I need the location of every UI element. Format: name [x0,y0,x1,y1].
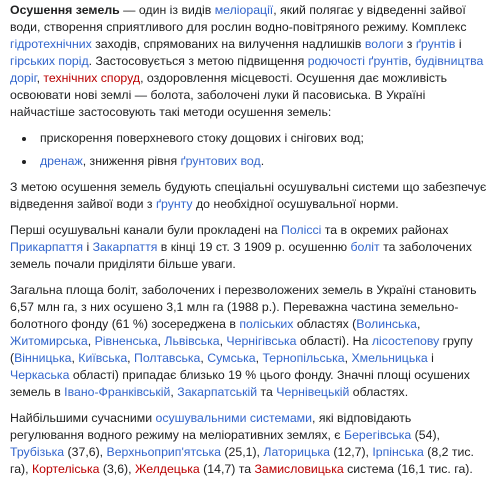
link-gruntu[interactable]: ґрунту [155,197,193,211]
link-gruntiv[interactable]: ґрунтів [415,37,456,51]
text: система (16,1 тис. га). [343,462,473,476]
text: , які відповідають регулювання водного режиму на меліоративних землях, є [10,411,412,442]
text: , [127,351,135,365]
methods-list [10,130,488,170]
text: (54), [411,428,440,442]
link-sumska[interactable]: Сумська [207,351,256,365]
text: областях. [349,385,409,399]
link-lvivska[interactable]: Львівська [164,334,220,348]
link-kyivska[interactable]: Київська [78,351,128,365]
text: прискорення поверхневого стоку дощових і снігових вод; [40,131,364,145]
term-title: Осушення земель [10,3,120,17]
link-lisostepovu[interactable]: лісостепову [371,334,440,348]
text: , [344,351,352,365]
redlink-zheldetska[interactable]: Желдецька [134,462,200,476]
text: , [71,351,79,365]
text: , [200,351,208,365]
link-zakarpattia[interactable]: Закарпаття [92,240,158,254]
text: , [170,385,178,399]
link-hirskykh-porid[interactable]: гірських порід [10,54,89,68]
link-budivnytstva-dorih[interactable]: будівництва доріг [10,54,484,85]
text: . Застосовується з метою підвищення [88,54,308,68]
link-ternopilska[interactable]: Тернопільська [262,351,345,365]
text: , [157,334,165,348]
link-volohy[interactable]: вологи [364,37,404,51]
link-polissi[interactable]: Поліссі [281,223,322,237]
text: області) припадає близько 19 % цього фонду. Значні площі осушених земель в [10,368,470,399]
text: (37,6), [64,445,107,459]
text: Найбільшими сучасними [10,411,156,425]
link-berehivska[interactable]: Берегівська [344,428,412,442]
link-latorytska[interactable]: Латорицька [263,445,330,459]
link-irpinska[interactable]: Ірпінська [372,445,424,459]
text: , зниження рівня [82,154,181,168]
redlink-zamyslovytska[interactable]: Замисловицька [254,462,344,476]
text: до необхідної осушувальної норми. [192,197,399,211]
text: Загальна площа боліт, заболочених і перезволожених земель в Україні становить 6,57 млн га, з них осушено 3,1 млн га (1988 р.). Переважна частина земельно-болотного фонду (61 %) зосереджена в [10,283,477,331]
link-bolit[interactable]: боліт [350,240,380,254]
text: з [403,37,416,51]
link-rivnenska[interactable]: Рівненська [94,334,158,348]
text: областях ( [293,317,357,331]
text: і [455,37,462,51]
text: , [416,317,421,331]
text: Перші осушувальні канали були прокладені на [10,223,281,237]
list-item [40,130,488,147]
text: , [36,71,44,85]
paragraph-area [10,282,488,401]
link-poliskykh[interactable]: поліських [239,317,294,331]
link-osushuvalnymy-systemamy[interactable]: осушувальними системами [155,411,312,425]
link-drenazh[interactable]: дренаж [40,154,83,168]
link-gruntovykh-vod[interactable]: ґрунтових вод [180,154,261,168]
paragraph-intro [10,2,488,121]
redlink-kortieliska[interactable]: Кортеліська [31,462,100,476]
link-chernihivska[interactable]: Чернігівська [226,334,297,348]
text: (25,1), [221,445,264,459]
redlink-tekhnichnykh-sporud[interactable]: технічних споруд [43,71,141,85]
text: , [255,351,263,365]
text: та заболочених земель почали приділяти більше уваги. [10,240,472,271]
text: в кінці 19 ст. З 1909 р. осушенню [157,240,351,254]
text: — один із видів [119,3,215,17]
link-poltavska[interactable]: Полтавська [134,351,201,365]
link-prykarpattia[interactable]: Прикарпаття [10,240,84,254]
link-cherkaska[interactable]: Черкаська [10,368,70,382]
text: та [257,385,277,399]
text: області). На [296,334,372,348]
paragraph-history [10,222,488,273]
text: і [427,351,434,365]
link-rodiuchosti-gruntiv[interactable]: родючості ґрунтів [307,54,408,68]
text: . [260,154,265,168]
link-ivano-frankivskii[interactable]: Івано-Франківській [64,385,171,399]
text: , [219,334,227,348]
list-item [40,153,488,170]
text: , [408,54,415,68]
link-zhytomyrska[interactable]: Житомирська [10,334,88,348]
text: заходів, спрямованих на вилучення надлишків [91,37,365,51]
link-khmelnytska[interactable]: Хмельницька [351,351,428,365]
text: , [87,334,95,348]
text: , оздоровлення місцевості. Осушення дає можливість освоювати нові землі — болота, заболочені луки й пасовиська. В Україні найчастіше застосовують такі методи осушення земель: [10,71,448,119]
link-zakarpatskii[interactable]: Закарпатській [177,385,258,399]
text: (3,6), [99,462,135,476]
link-trubizka[interactable]: Трубізька [10,445,65,459]
paragraph-systems [10,179,488,213]
link-verkhnoprypiatska[interactable]: Верхньоприп'ятська [106,445,221,459]
text: та в окремих районах [321,223,449,237]
link-melioratsii[interactable]: меліорації [214,3,274,17]
paragraph-largest-systems [10,410,488,478]
link-volynska[interactable]: Волинська [356,317,417,331]
text: З метою осушення земель будують спеціальні осушувальні системи що забезпечує відведення зайвої води з [10,180,487,211]
text: (8,2 тис. га), [10,445,474,476]
link-gidrotekhnichnykh[interactable]: гідротехнічних [10,37,92,51]
text: групу ( [10,334,473,365]
text: і [83,240,93,254]
text: (12,7), [330,445,373,459]
text: , який полягає у відведенні зайвої води, створення сприятливого для рослин водно-повітряного режиму. Комплекс [10,3,467,34]
text: (14,7) та [199,462,255,476]
link-vinnytska[interactable]: Вінницька [14,351,72,365]
link-chernivetskii[interactable]: Чернівецькій [276,385,350,399]
